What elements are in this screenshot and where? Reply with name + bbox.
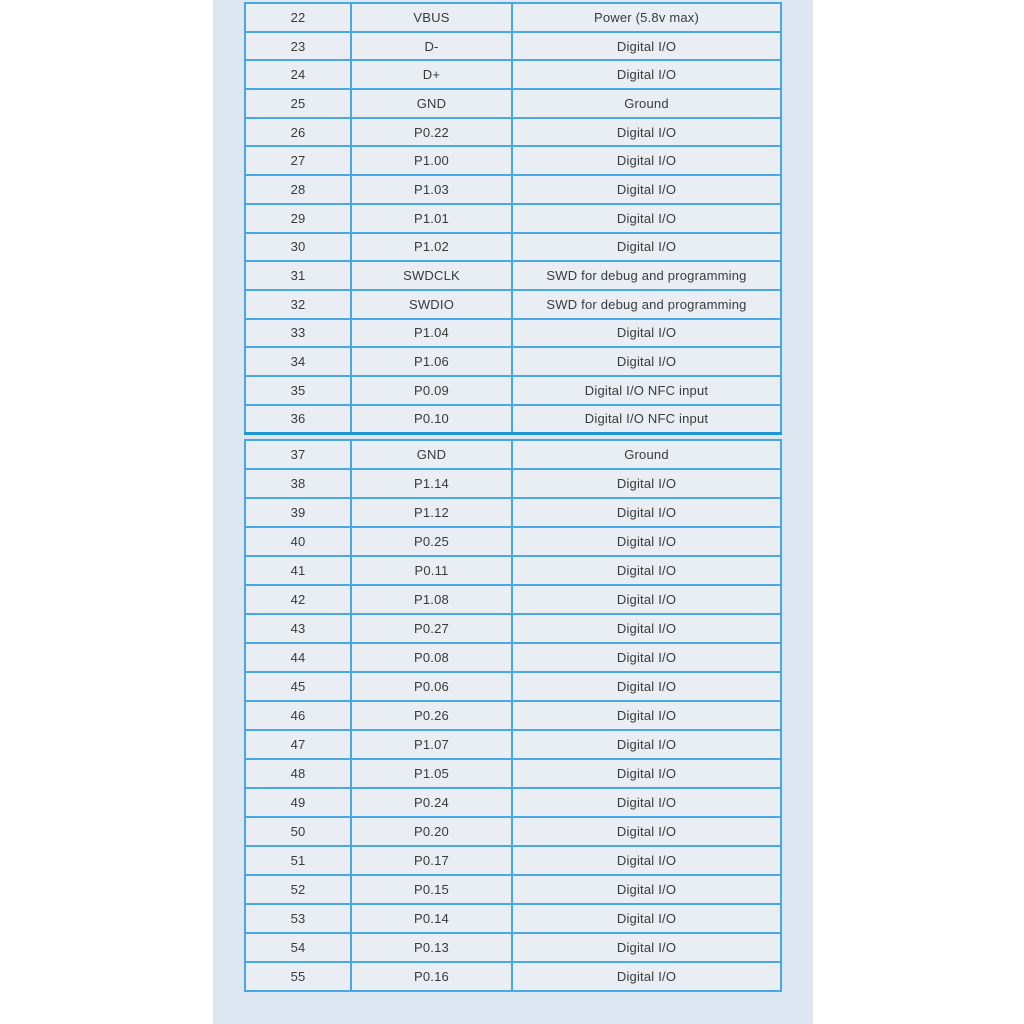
table-row bbox=[245, 585, 781, 614]
pin-number-cell: 54 bbox=[245, 933, 351, 962]
pin-number-cell: 55 bbox=[245, 962, 351, 991]
pin-description-cell: Digital I/O bbox=[512, 146, 781, 175]
pin-description-cell: Digital I/O bbox=[512, 233, 781, 262]
table-row bbox=[245, 319, 781, 348]
pin-name-cell: P1.08 bbox=[351, 585, 512, 614]
table-row bbox=[245, 146, 781, 175]
pin-name-cell: P0.25 bbox=[351, 527, 512, 556]
pin-number-cell: 50 bbox=[245, 817, 351, 846]
pin-number-cell: 48 bbox=[245, 759, 351, 788]
pin-number-cell: 33 bbox=[245, 319, 351, 348]
pin-description-cell: Digital I/O bbox=[512, 347, 781, 376]
pin-description-cell: Digital I/O bbox=[512, 904, 781, 933]
pin-number-cell: 27 bbox=[245, 146, 351, 175]
pin-name-cell: P0.09 bbox=[351, 376, 512, 405]
table-row bbox=[245, 376, 781, 405]
pin-number-cell: 23 bbox=[245, 32, 351, 61]
pin-number-cell: 41 bbox=[245, 556, 351, 585]
table-row bbox=[245, 175, 781, 204]
pin-name-cell: P1.00 bbox=[351, 146, 512, 175]
pin-description-cell: Digital I/O bbox=[512, 672, 781, 701]
pin-number-cell: 51 bbox=[245, 846, 351, 875]
table-row bbox=[245, 730, 781, 759]
pin-number-cell: 29 bbox=[245, 204, 351, 233]
pin-table-upper bbox=[244, 2, 782, 435]
pin-number-cell: 53 bbox=[245, 904, 351, 933]
pin-name-cell: P0.13 bbox=[351, 933, 512, 962]
table-row bbox=[245, 643, 781, 672]
pin-name-cell: P0.14 bbox=[351, 904, 512, 933]
table-row bbox=[245, 759, 781, 788]
pin-name-cell: P0.22 bbox=[351, 118, 512, 147]
pin-description-cell: Digital I/O bbox=[512, 701, 781, 730]
pin-description-cell: Digital I/O bbox=[512, 643, 781, 672]
pin-description-cell: Digital I/O bbox=[512, 933, 781, 962]
pin-number-cell: 30 bbox=[245, 233, 351, 262]
pin-name-cell: GND bbox=[351, 89, 512, 118]
pin-table-lower bbox=[244, 439, 782, 992]
pin-name-cell: P0.06 bbox=[351, 672, 512, 701]
pin-description-cell: Digital I/O bbox=[512, 527, 781, 556]
pin-description-cell: Digital I/O bbox=[512, 498, 781, 527]
table-row bbox=[245, 614, 781, 643]
table-row bbox=[245, 118, 781, 147]
pin-number-cell: 32 bbox=[245, 290, 351, 319]
pinout-panel bbox=[213, 0, 813, 1024]
pin-description-cell: SWD for debug and programming bbox=[512, 261, 781, 290]
pin-name-cell: P1.04 bbox=[351, 319, 512, 348]
pin-name-cell: GND bbox=[351, 440, 512, 469]
table-row bbox=[245, 527, 781, 556]
pin-number-cell: 43 bbox=[245, 614, 351, 643]
pin-description-cell: Digital I/O bbox=[512, 614, 781, 643]
table-row bbox=[245, 933, 781, 962]
pin-number-cell: 40 bbox=[245, 527, 351, 556]
pin-number-cell: 26 bbox=[245, 118, 351, 147]
pin-number-cell: 34 bbox=[245, 347, 351, 376]
table-row bbox=[245, 290, 781, 319]
pin-name-cell: P0.10 bbox=[351, 405, 512, 434]
pin-description-cell: SWD for debug and programming bbox=[512, 290, 781, 319]
table-row bbox=[245, 701, 781, 730]
pin-number-cell: 47 bbox=[245, 730, 351, 759]
pin-description-cell: Digital I/O bbox=[512, 585, 781, 614]
pin-number-cell: 35 bbox=[245, 376, 351, 405]
table-row bbox=[245, 556, 781, 585]
pin-number-cell: 36 bbox=[245, 405, 351, 434]
pin-name-cell: P0.15 bbox=[351, 875, 512, 904]
table-row bbox=[245, 846, 781, 875]
pinout-table-stack bbox=[213, 0, 813, 992]
table-row bbox=[245, 261, 781, 290]
pin-name-cell: P1.01 bbox=[351, 204, 512, 233]
table-row bbox=[245, 962, 781, 991]
pin-description-cell: Ground bbox=[512, 440, 781, 469]
pin-number-cell: 44 bbox=[245, 643, 351, 672]
pin-name-cell: P1.06 bbox=[351, 347, 512, 376]
table-row bbox=[245, 233, 781, 262]
table-row bbox=[245, 60, 781, 89]
pin-number-cell: 28 bbox=[245, 175, 351, 204]
pin-description-cell: Digital I/O bbox=[512, 469, 781, 498]
pin-number-cell: 25 bbox=[245, 89, 351, 118]
pin-number-cell: 46 bbox=[245, 701, 351, 730]
pin-name-cell: P1.12 bbox=[351, 498, 512, 527]
table-row bbox=[245, 405, 781, 434]
pin-name-cell: P0.27 bbox=[351, 614, 512, 643]
table-row bbox=[245, 498, 781, 527]
pin-description-cell: Digital I/O bbox=[512, 962, 781, 991]
table-row bbox=[245, 89, 781, 118]
pin-description-cell: Digital I/O bbox=[512, 175, 781, 204]
pin-description-cell: Digital I/O bbox=[512, 319, 781, 348]
table-row bbox=[245, 875, 781, 904]
pin-description-cell: Digital I/O bbox=[512, 759, 781, 788]
table-row bbox=[245, 347, 781, 376]
pin-name-cell: P0.17 bbox=[351, 846, 512, 875]
pin-name-cell: P0.20 bbox=[351, 817, 512, 846]
pin-number-cell: 24 bbox=[245, 60, 351, 89]
table-row bbox=[245, 469, 781, 498]
pin-name-cell: P0.08 bbox=[351, 643, 512, 672]
pin-description-cell: Digital I/O bbox=[512, 556, 781, 585]
pin-description-cell: Digital I/O bbox=[512, 817, 781, 846]
table-row bbox=[245, 788, 781, 817]
pin-name-cell: P1.02 bbox=[351, 233, 512, 262]
pin-name-cell: P1.14 bbox=[351, 469, 512, 498]
pin-description-cell: Digital I/O bbox=[512, 60, 781, 89]
pin-description-cell: Digital I/O bbox=[512, 788, 781, 817]
pin-description-cell: Digital I/O bbox=[512, 118, 781, 147]
pin-name-cell: SWDCLK bbox=[351, 261, 512, 290]
pin-description-cell: Digital I/O bbox=[512, 32, 781, 61]
pin-name-cell: P0.24 bbox=[351, 788, 512, 817]
table-row bbox=[245, 32, 781, 61]
table-row bbox=[245, 440, 781, 469]
pin-description-cell: Power (5.8v max) bbox=[512, 3, 781, 32]
pin-name-cell: D- bbox=[351, 32, 512, 61]
pin-name-cell: SWDIO bbox=[351, 290, 512, 319]
pin-name-cell: P1.05 bbox=[351, 759, 512, 788]
table-row bbox=[245, 3, 781, 32]
table-row bbox=[245, 817, 781, 846]
table-row bbox=[245, 672, 781, 701]
table-row bbox=[245, 904, 781, 933]
pin-name-cell: VBUS bbox=[351, 3, 512, 32]
pin-description-cell: Digital I/O bbox=[512, 730, 781, 759]
pin-name-cell: P0.26 bbox=[351, 701, 512, 730]
pin-name-cell: P0.11 bbox=[351, 556, 512, 585]
pin-description-cell: Digital I/O bbox=[512, 875, 781, 904]
pin-description-cell: Ground bbox=[512, 89, 781, 118]
pin-description-cell: Digital I/O bbox=[512, 204, 781, 233]
pin-number-cell: 38 bbox=[245, 469, 351, 498]
pin-description-cell: Digital I/O NFC input bbox=[512, 376, 781, 405]
pin-name-cell: P1.03 bbox=[351, 175, 512, 204]
table-row bbox=[245, 204, 781, 233]
pin-description-cell: Digital I/O NFC input bbox=[512, 405, 781, 434]
pin-number-cell: 22 bbox=[245, 3, 351, 32]
pin-number-cell: 52 bbox=[245, 875, 351, 904]
pin-name-cell: P1.07 bbox=[351, 730, 512, 759]
pin-number-cell: 31 bbox=[245, 261, 351, 290]
pin-number-cell: 42 bbox=[245, 585, 351, 614]
pin-number-cell: 45 bbox=[245, 672, 351, 701]
pin-name-cell: D+ bbox=[351, 60, 512, 89]
pin-number-cell: 37 bbox=[245, 440, 351, 469]
pin-name-cell: P0.16 bbox=[351, 962, 512, 991]
pin-number-cell: 39 bbox=[245, 498, 351, 527]
pin-number-cell: 49 bbox=[245, 788, 351, 817]
pin-description-cell: Digital I/O bbox=[512, 846, 781, 875]
